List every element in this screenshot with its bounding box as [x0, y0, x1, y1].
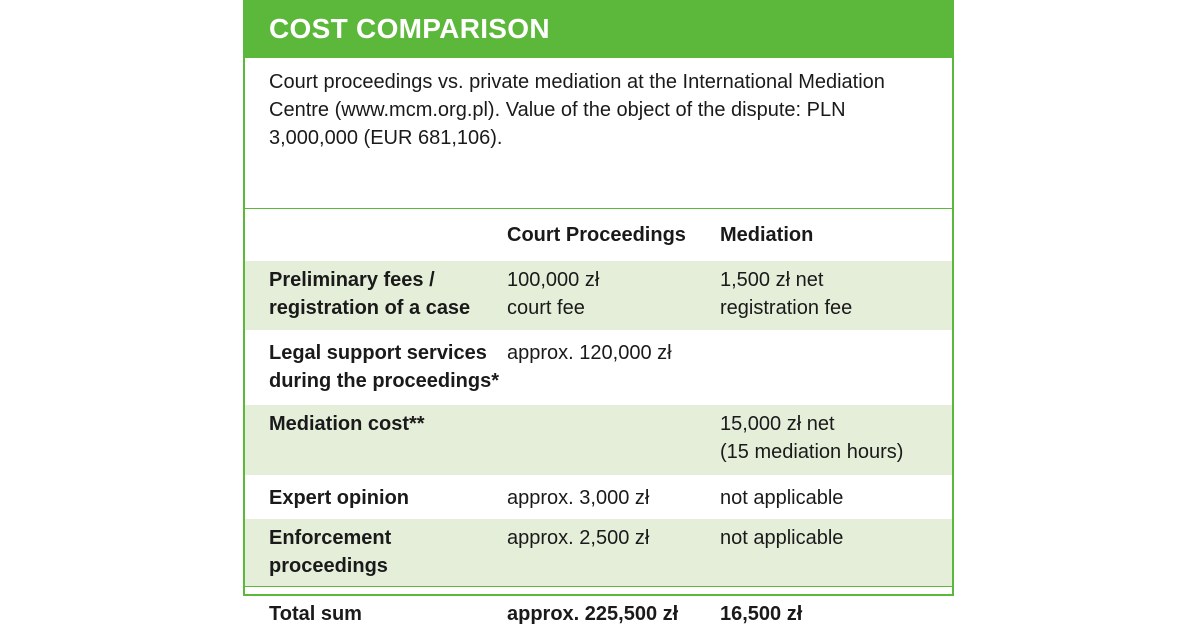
mediation-cell-line: not applicable [720, 487, 844, 509]
row-label-line: during the proceedings* [269, 370, 500, 392]
court-cell-line: approx. 2,500 zł [507, 527, 650, 549]
row-label [245, 524, 507, 586]
table-row [245, 475, 952, 519]
table-row [245, 519, 952, 586]
total-mediation: 16,500 zł [720, 603, 803, 625]
mediation-cell-line: (15 mediation hours) [720, 441, 904, 463]
court-cell-line: court fee [507, 297, 585, 319]
row-label-line: Enforcement [269, 527, 392, 549]
mediation-cell-line: registration fee [720, 297, 853, 319]
total-row [245, 586, 952, 644]
column-header-label [245, 221, 507, 261]
table-row [245, 330, 952, 405]
row-label-line: Legal support services [269, 342, 487, 364]
table-row [245, 261, 952, 330]
column-header-mediation: Mediation [720, 224, 814, 246]
intro-text [245, 58, 952, 209]
intro-line: 3,000,000 (EUR 681,106). [269, 127, 503, 149]
intro-line: Court proceedings vs. private mediation at the International Mediation [269, 71, 885, 93]
row-label [245, 266, 507, 330]
court-cell-line: 100,000 zł [507, 269, 600, 291]
table-row [245, 405, 952, 475]
mediation-cell [720, 524, 952, 586]
mediation-cell-line: not applicable [720, 527, 844, 549]
row-label-line: proceedings [269, 555, 388, 577]
row-label [245, 410, 507, 475]
total-court: approx. 225,500 zł [507, 603, 679, 625]
total-label: Total sum [269, 603, 362, 625]
row-label-line: Preliminary fees / [269, 269, 435, 291]
mediation-cell [720, 484, 952, 519]
court-cell [507, 266, 720, 330]
row-label [245, 339, 507, 405]
column-header-court: Court Proceedings [507, 224, 686, 246]
card-title: COST COMPARISON [245, 0, 952, 58]
intro-line: Centre (www.mcm.org.pl). Value of the object of the dispute: PLN [269, 99, 846, 121]
mediation-cell [720, 339, 952, 405]
row-label [245, 484, 507, 519]
row-label-line: Mediation cost** [269, 413, 425, 435]
mediation-cell [720, 410, 952, 475]
court-cell-line: approx. 3,000 zł [507, 487, 650, 509]
court-cell [507, 524, 720, 586]
mediation-cell-line: 15,000 zł net [720, 413, 835, 435]
mediation-cell [720, 266, 952, 330]
court-cell-line: approx. 120,000 zł [507, 342, 672, 364]
court-cell [507, 339, 720, 405]
court-cell [507, 410, 720, 475]
row-label-line: registration of a case [269, 297, 471, 319]
row-label-line: Expert opinion [269, 487, 409, 509]
mediation-cell-line: 1,500 zł net [720, 269, 824, 291]
table-header-row [245, 209, 952, 261]
cost-comparison-card [243, 0, 954, 625]
court-cell [507, 484, 720, 519]
